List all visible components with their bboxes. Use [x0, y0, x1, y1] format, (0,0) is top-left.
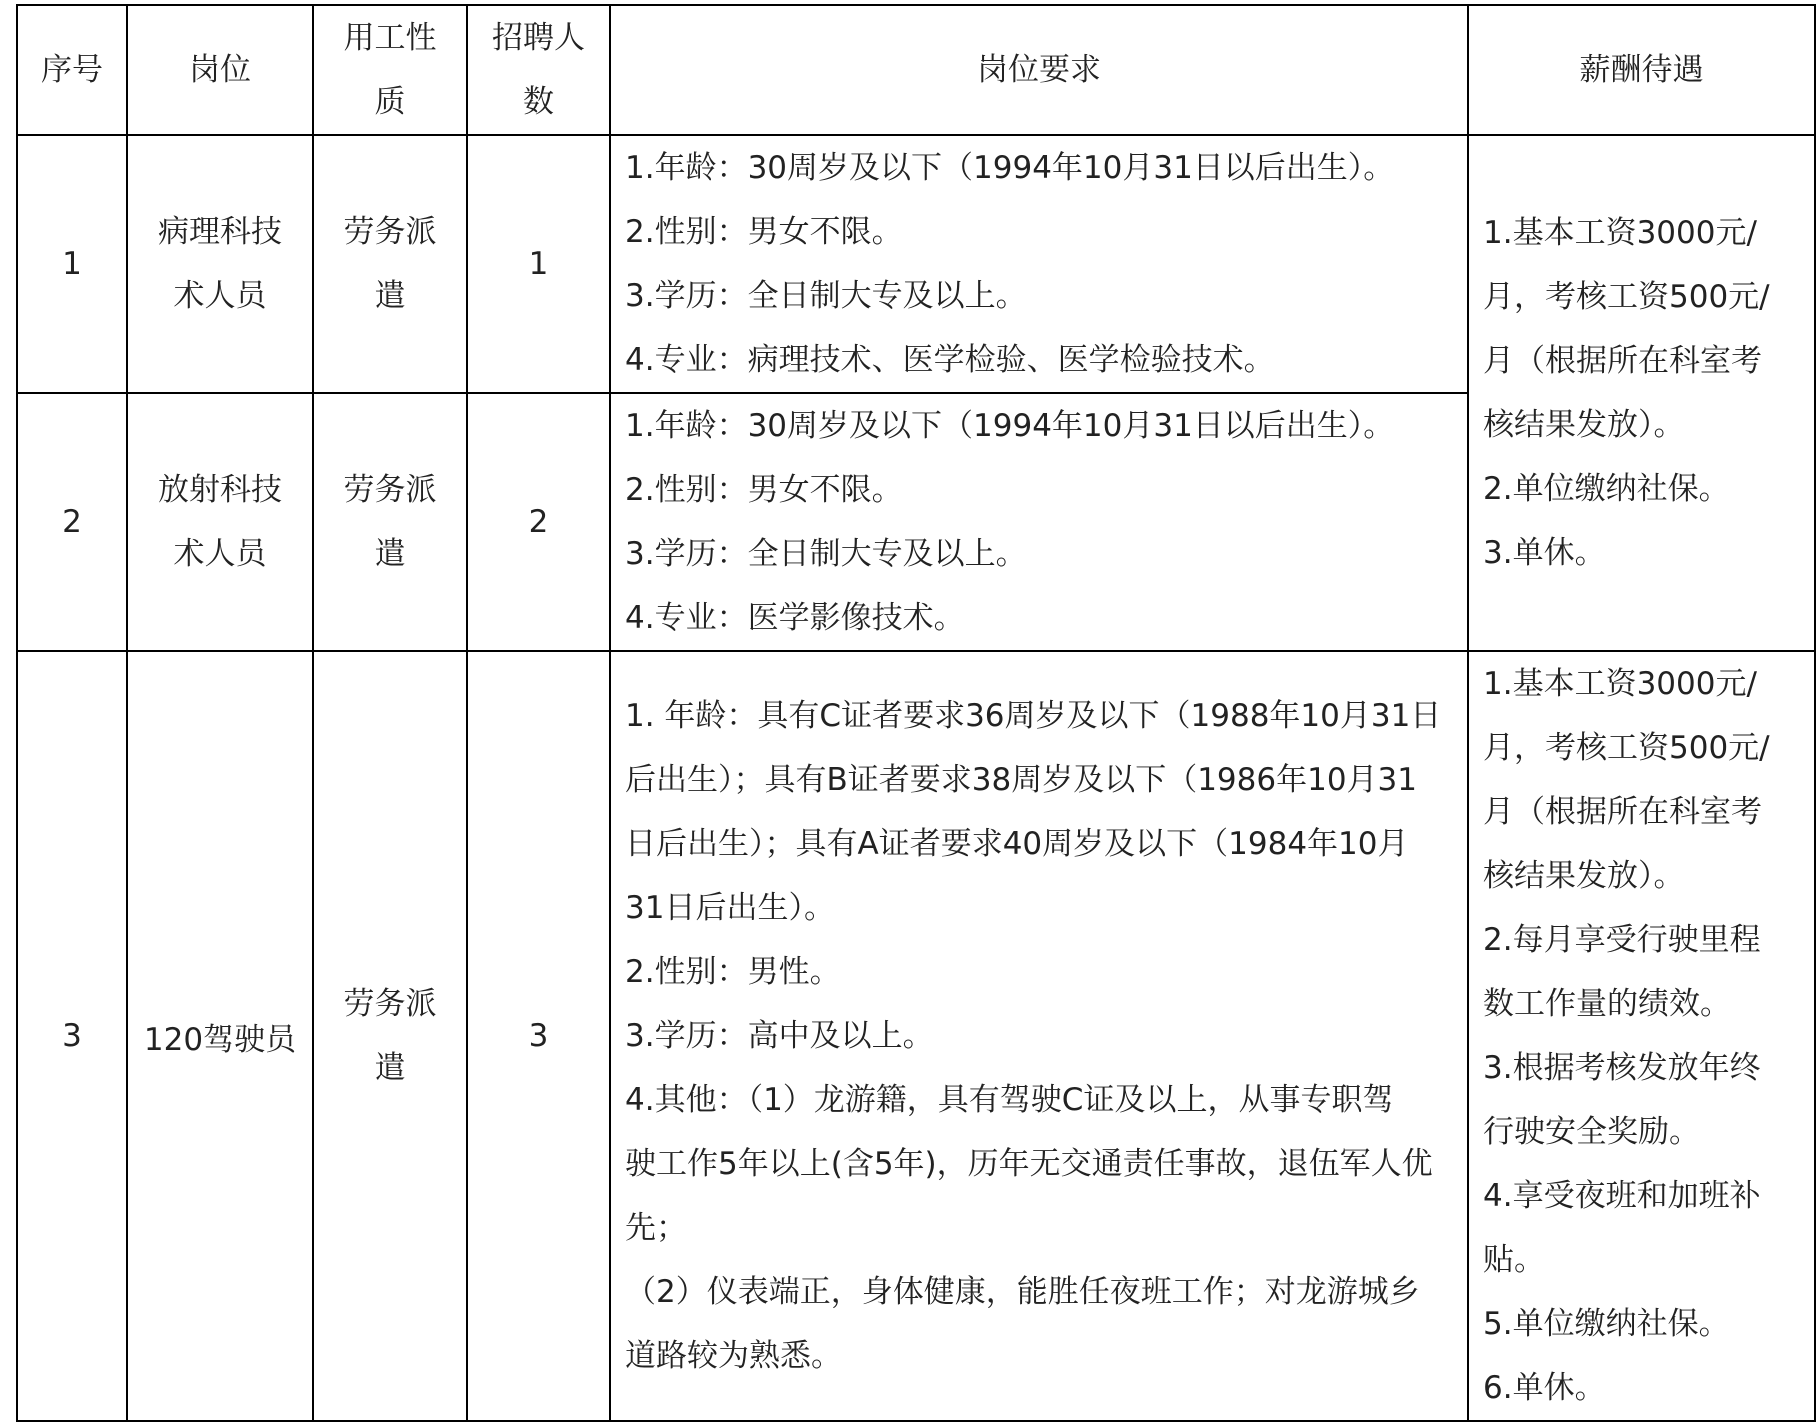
requirement-line: 31日后出生）。	[625, 890, 835, 926]
salary-line: 行驶安全奖励。	[1483, 1114, 1700, 1150]
row-position-line2: 术人员	[173, 278, 267, 314]
requirement-line: 2.性别：男女不限。	[625, 214, 903, 250]
row-employment-type-line1: 劳务派	[343, 986, 437, 1022]
salary-line: 6.单休。	[1483, 1370, 1606, 1406]
salary-line: 月，考核工资500元/	[1483, 279, 1770, 315]
header-headcount-line2: 数	[523, 84, 554, 120]
requirement-line: 3.学历：高中及以上。	[625, 1018, 934, 1054]
salary-line: 3.单休。	[1483, 535, 1606, 571]
row-employment-type	[313, 135, 467, 393]
row-employment-type-line2: 遣	[374, 1050, 406, 1086]
row-employment-type-line1: 劳务派	[343, 472, 437, 508]
row-employment-type-line2: 遣	[374, 536, 406, 572]
header-employment-type-line1: 用工性	[343, 20, 437, 56]
salary-line: 1.基本工资3000元/	[1483, 666, 1757, 702]
recruitment-table	[16, 4, 1816, 1422]
row-index: 3	[17, 651, 127, 1421]
header-employment-type-line2: 质	[374, 84, 406, 120]
row-employment-type-line1: 劳务派	[343, 214, 437, 250]
row-position-line1: 放射科技	[158, 472, 282, 508]
header-index: 序号	[17, 5, 127, 135]
salary-row3	[1468, 651, 1815, 1421]
requirement-line: 3.学历：全日制大专及以上。	[625, 278, 1027, 314]
requirement-line: 道路较为熟悉。	[625, 1338, 842, 1374]
row-requirements	[610, 651, 1468, 1421]
header-salary: 薪酬待遇	[1468, 5, 1815, 135]
row-headcount: 1	[467, 135, 610, 393]
row-employment-type	[313, 651, 467, 1421]
salary-line: 5.单位缴纳社保。	[1483, 1306, 1730, 1342]
salary-line: 贴。	[1483, 1242, 1545, 1278]
salary-line: 2.每月享受行驶里程	[1483, 922, 1761, 958]
requirement-line: 先；	[625, 1210, 687, 1246]
requirement-line: （2）仪表端正，身体健康，能胜任夜班工作；对龙游城乡	[625, 1274, 1420, 1310]
salary-line: 月，考核工资500元/	[1483, 730, 1770, 766]
salary-line: 月（根据所在科室考	[1483, 343, 1762, 379]
requirement-line: 后出生）；具有B证者要求38周岁及以下（1986年10月31	[625, 762, 1417, 798]
requirement-line: 4.其他：（1）龙游籍，具有驾驶C证及以上，从事专职驾	[625, 1082, 1394, 1118]
salary-line: 数工作量的绩效。	[1483, 986, 1731, 1022]
requirement-line: 1.年龄：30周岁及以下（1994年10月31日以后出生）。	[625, 408, 1395, 444]
header-position: 岗位	[127, 5, 313, 135]
row-employment-type-line2: 遣	[374, 278, 406, 314]
row-position-line2: 术人员	[173, 536, 267, 572]
requirement-line: 4.专业：病理技术、医学检验、医学检验技术。	[625, 342, 1275, 378]
requirement-line: 4.专业：医学影像技术。	[625, 600, 965, 636]
salary-line: 核结果发放）。	[1483, 858, 1685, 894]
requirement-line: 2.性别：男女不限。	[625, 472, 903, 508]
requirement-line: 日后出生）；具有A证者要求40周岁及以下（1984年10月	[625, 826, 1409, 862]
requirement-line: 2.性别：男性。	[625, 954, 841, 990]
salary-line: 4.享受夜班和加班补	[1483, 1178, 1761, 1214]
table-row	[17, 135, 1815, 393]
salary-line: 核结果发放）。	[1483, 407, 1685, 443]
header-requirements: 岗位要求	[610, 5, 1468, 135]
row-position: 120驾驶员	[127, 651, 313, 1421]
row-requirements	[610, 393, 1468, 651]
salary-line: 1.基本工资3000元/	[1483, 215, 1757, 251]
requirement-line: 1.年龄：30周岁及以下（1994年10月31日以后出生）。	[625, 150, 1395, 186]
row-position	[127, 393, 313, 651]
salary-line: 3.根据考核发放年终	[1483, 1050, 1761, 1086]
salary-line: 月（根据所在科室考	[1483, 794, 1762, 830]
table-row	[17, 651, 1815, 1421]
requirement-line: 驶工作5年以上(含5年)，历年无交通责任事故，退伍军人优	[625, 1146, 1433, 1182]
row-index: 1	[17, 135, 127, 393]
salary-shared	[1468, 135, 1815, 651]
row-position	[127, 135, 313, 393]
row-requirements	[610, 135, 1468, 393]
header-employment-type	[313, 5, 467, 135]
header-headcount	[467, 5, 610, 135]
row-headcount: 2	[467, 393, 610, 651]
salary-line: 2.单位缴纳社保。	[1483, 471, 1730, 507]
header-row	[17, 5, 1815, 135]
header-headcount-line1: 招聘人	[492, 20, 585, 56]
row-position-line1: 病理科技	[158, 214, 282, 250]
row-headcount: 3	[467, 651, 610, 1421]
row-employment-type	[313, 393, 467, 651]
requirement-line: 3.学历：全日制大专及以上。	[625, 536, 1027, 572]
row-index: 2	[17, 393, 127, 651]
requirement-line: 1. 年龄：具有C证者要求36周岁及以下（1988年10月31日	[625, 698, 1442, 734]
